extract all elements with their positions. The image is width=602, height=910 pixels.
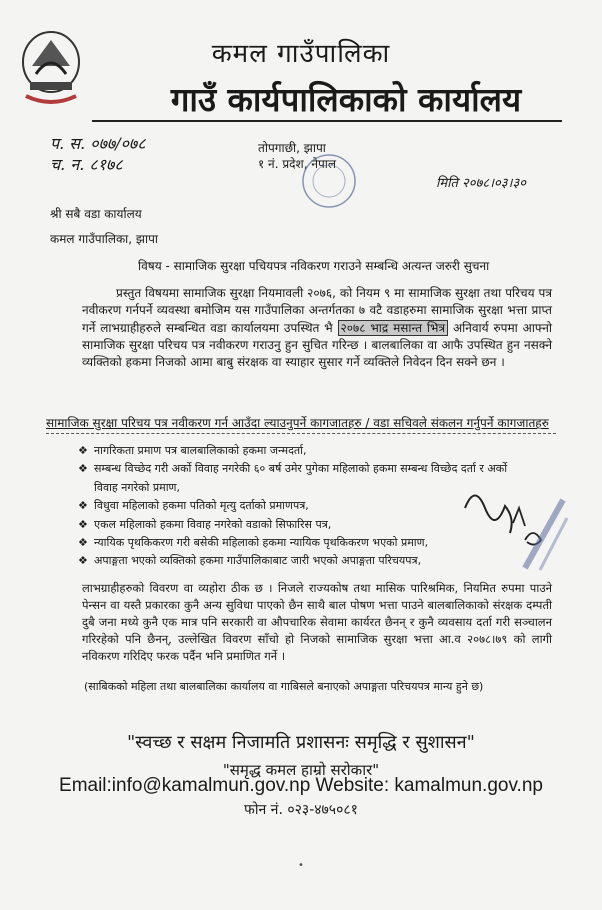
header-divider xyxy=(92,120,562,122)
para1-text-cont: अनिवार्य रुपमा आफ्नो सामाजिक सुरक्षा परिचय पत्र नवीकरण गराउनु हुन सुचित गरिन्छ । बालबालिका वा आफै उपस्थित हुन नसक्ने व्यक्तिको हकमा निजको आमा बाबु संरक्षक वा स्याहार सुसार गर्ने व्यक्तिले निवेदन दिन सक्ने छन । xyxy=(82,320,552,370)
office-seal-icon xyxy=(300,152,358,210)
deadline-highlight: २०७८ भाद्र मसान्त भित्र xyxy=(338,320,449,336)
recipient-line-1: श्री सबै वडा कार्यालय xyxy=(50,207,142,221)
list-item: ❖ अपाङ्गता भएको व्यक्तिको हकमा गाउँपालिकाबाट जारी भएको अपाङ्गता परिचयपत्र, xyxy=(78,552,554,570)
reference-block xyxy=(50,133,146,175)
bullet-diamond-icon: ❖ xyxy=(78,536,88,550)
list-item: ❖ विधुवा महिलाको हकमा पतिको मृत्यु दर्ताको प्रमाणपत्र, xyxy=(78,497,554,515)
letter-date: मिति २०७८।०३।३० xyxy=(436,176,526,191)
subject-line: विषय - सामाजिक सुरक्षा पचियपत्र नविकरण गराउने सम्बन्धि अत्यन्त जरुरी सुचना xyxy=(138,259,490,273)
note-text: (साबिकको महिला तथा बालबालिका कार्यालय वा गाबिसले बनाएको अपाङ्गता परिचयपत्र मान्य हुने छ) xyxy=(84,680,484,693)
dashed-divider xyxy=(46,433,556,434)
contact-email-website: Email:info@kamalmun.gov.np Website: kamalmun.gov.np xyxy=(59,775,543,796)
paragraph-2: लाभग्राहीहरुको विवरण वा व्यहोरा ठीक छ । निजले राज्यकोष तथा मासिक पारिश्रमिक, नियमित रुपमा पाउने पेन्सन वा यस्तै प्रकारका कुनै अन्य सुविधा पाएको छैन साथै बाल पोषण भत्ता पाउने बालबालिकाको संरक्षक दम्पती दुबै जना मध्ये कुनै एक मात्र पनि सरकारी वा औपचारिक सेवामा कार्यरत छैनन् र कुनै व्यवसाय दर्ता गरी सञ्चालन गरिरहेको पनि छैनन्, उल्लेखित विवरण साँचो हो निजको सामाजिक सुरक्षा भत्ता आ.व २०७८।७९ को लागी नविकरण गरिदिए फरक पर्दैन भनि प्रमाणित गर्ने । xyxy=(82,581,552,663)
address-line-2: १ नं. प्रदेश, नेपाल xyxy=(258,157,337,171)
list-item: ❖ न्यायिक पृथकिकरण गरी बसेकी महिलाको हकमा न्यायिक पृथकिकरण भएको प्रमाण, xyxy=(78,534,554,552)
bullet-diamond-icon: ❖ xyxy=(78,499,88,513)
page-mark: • xyxy=(298,860,304,871)
para1-text: प्रस्तुत विषयमा सामाजिक सुरक्षा नियमावली २०७६, को नियम ९ मा सामाजिक सुरक्षा तथा परिचय पत्र नवीकरण गर्नपर्ने व्यवस्था बमोजिम यस गाउँपालिका अन्तर्गतका ७ वटै वडाहरुमा सामाजिक सुरक्षा भत्ता प्राप्त गर्ने लाभग्राहीहरुले सम्बन्धित वडा कार्यालयमा उपस्थित भै xyxy=(82,286,552,335)
address-line-1: तोपगाछी, झापा xyxy=(258,141,326,155)
footer-slogan-2: "समृद्ध कमल हाम्रो सरोकार" xyxy=(222,761,380,779)
contact-phone: फोन नं. ०२३-४७५०८१ xyxy=(244,802,358,818)
signature-stamp-icon xyxy=(455,478,570,578)
bullet-diamond-icon: ❖ xyxy=(78,517,88,531)
bullet-diamond-icon: ❖ xyxy=(78,444,88,457)
footer-slogan: "स्वच्छ र सक्षम निजामति प्रशासनः समृद्धि र सुशासन" xyxy=(127,732,475,753)
paragraph-1 xyxy=(82,285,552,371)
recipient-line-2: कमल गाउँपालिका, झापा xyxy=(50,232,159,246)
list-item: ❖ नागरिकता प्रमाण पत्र बालबालिकाको हकमा जन्मदर्ता, xyxy=(78,442,554,460)
list-item: ❖ सम्बन्ध विच्छेद गरी अर्को विवाह नगरेकी ६० बर्ष उमेर पुगेका महिलाको हकमा सम्बन्ध विच्छेद दर्ता र अर्को xyxy=(78,460,554,478)
municipality-name: कमल गाउँपालिका xyxy=(211,39,391,69)
list-item-continuation: विवाह नगरेको प्रमाण, xyxy=(94,480,180,494)
office-title: गाउँ कार्यपालिकाको कार्यालय xyxy=(170,80,522,119)
documents-heading: सामाजिक सुरक्षा परिचय पत्र नवीकरण गर्न आउँदा ल्याउनुपर्ने कागजातहरु / वडा सचिवले संकलन गर्नुपर्ने कागजातहरु xyxy=(46,416,549,430)
list-item: ❖ एकल महिलाको हकमा विवाह नगरेको वडाको सिफारिस पत्र, xyxy=(78,516,554,534)
bullet-diamond-icon: ❖ xyxy=(78,462,88,476)
letter-number: प. स. ०७७/०७८ xyxy=(50,134,146,153)
bullet-diamond-icon: ❖ xyxy=(78,554,88,568)
dispatch-number: च. न. ८१७८ xyxy=(50,155,123,174)
